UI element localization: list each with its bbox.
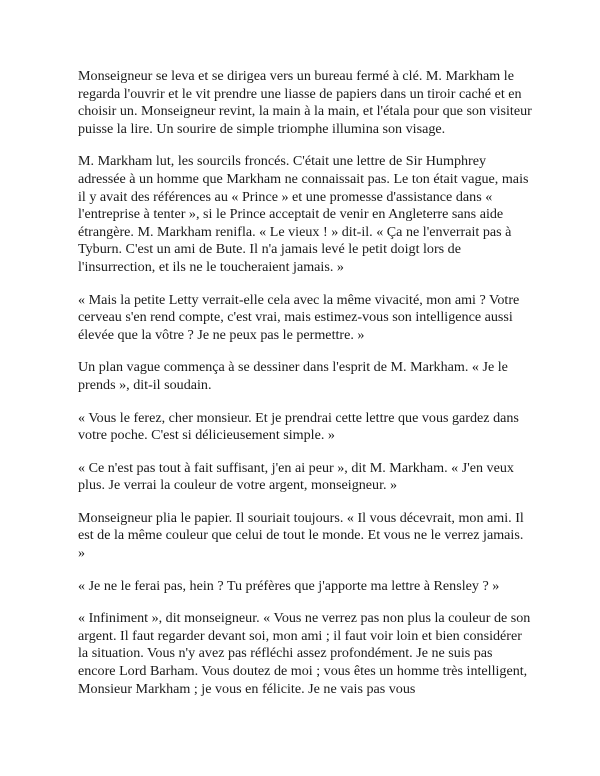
paragraph: « Je ne le ferai pas, hein ? Tu préfères que j'apporte ma lettre à Rensley ? » bbox=[78, 577, 500, 594]
paragraph: Monseigneur plia le papier. Il souriait toujours. « Il vous décevrait, mon ami. Il est de la même couleur que celui de tout le monde. Et vous ne le verrez jamais. » bbox=[78, 509, 524, 562]
paragraph: « Infiniment », dit monseigneur. « Vous ne verrez pas non plus la couleur de son argent. Il faut regarder devant soi, mon ami ; il faut voir loin et bien considérer la situation. Vous n'y avez pas réfléchi assez profondément. Je ne suis pas encore Lord Barham. Vous doutez de moi ; vous êtes un homme très intelligent, Monsieur Markham ; je vous en félicite. Je ne vais pas vous bbox=[78, 610, 531, 697]
paragraph: « Vous le ferez, cher monsieur. Et je prendrai cette lettre que vous gardez dans votre poche. C'est si délicieusement simple. » bbox=[78, 409, 519, 444]
paragraph: M. Markham lut, les sourcils froncés. C'était une lettre de Sir Humphrey adressée à un homme que Markham ne connaissait pas. Le ton était vague, mais il y avait des références au « Prince » et une promesse d'assistance dans « l'entreprise à tenter », si le Prince acceptait de venir en Angleterre sans aide étrangère. M. Markham renifla. « Le vieux ! » dit-il. « Ça ne l'enverrait pas à Tyburn. C'est un ami de Bute. Il n'a jamais levé le petit doigt lors de l'insurrection, et ils ne le toucheraient jamais. » bbox=[78, 153, 529, 275]
paragraph: « Mais la petite Letty verrait-elle cela avec la même vivacité, mon ami ? Votre cerveau s'en rend compte, c'est vrai, mais estimez-vous son intelligence aussi élevée que la vôtre ? Je ne peux pas le permettre. » bbox=[78, 291, 520, 343]
paragraph: « Ce n'est pas tout à fait suffisant, j'en ai peur », dit M. Markham. « J'en veux plus. Je verrai la couleur de votre argent, monseigneur. » bbox=[78, 459, 514, 494]
document-page bbox=[78, 68, 533, 713]
paragraph: Un plan vague commença à se dessiner dans l'esprit de M. Markham. « Je le prends », dit-il soudain. bbox=[78, 359, 508, 393]
paragraph: Monseigneur se leva et se dirigea vers un bureau fermé à clé. M. Markham le regarda l'ouvrir et le vit prendre une liasse de papiers dans un tiroir caché et en choisir un. Monseigneur revint, la main à la main, et l'étala pour que son visiteur puisse la lire. Un sourire de simple triomphe illumina son visage. bbox=[78, 68, 532, 137]
